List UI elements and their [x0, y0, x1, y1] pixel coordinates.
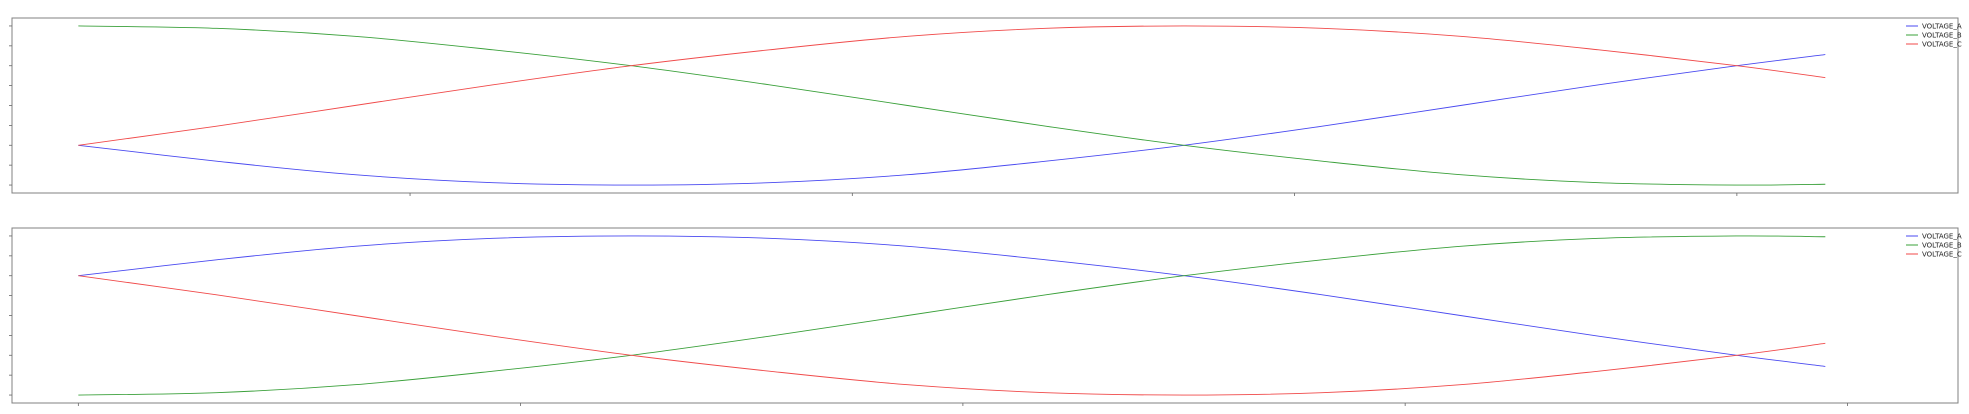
series-line-voltage-b [78, 236, 1825, 395]
series-line-voltage-b [78, 26, 1825, 185]
series-line-voltage-c [78, 276, 1825, 395]
legend-label-voltage-c: VOLTAGE_C [1922, 40, 1962, 49]
series-line-voltage-a [78, 55, 1825, 185]
chart-top [0, 18, 1962, 196]
legend-label-voltage-b: VOLTAGE_B [1922, 241, 1962, 250]
legend-label-voltage-b: VOLTAGE_B [1922, 31, 1962, 40]
legend-label-voltage-a: VOLTAGE_A [1922, 232, 1962, 241]
legend-label-voltage-c: VOLTAGE_C [1922, 250, 1962, 259]
series-line-voltage-c [78, 26, 1825, 145]
chart-bottom [9, 228, 1962, 406]
axes-frame [12, 18, 1958, 193]
legend [1906, 23, 1962, 49]
legend [1906, 233, 1962, 259]
axes-frame [12, 228, 1958, 403]
series-line-voltage-a [78, 236, 1825, 366]
legend-label-voltage-a: VOLTAGE_A [1922, 22, 1962, 31]
